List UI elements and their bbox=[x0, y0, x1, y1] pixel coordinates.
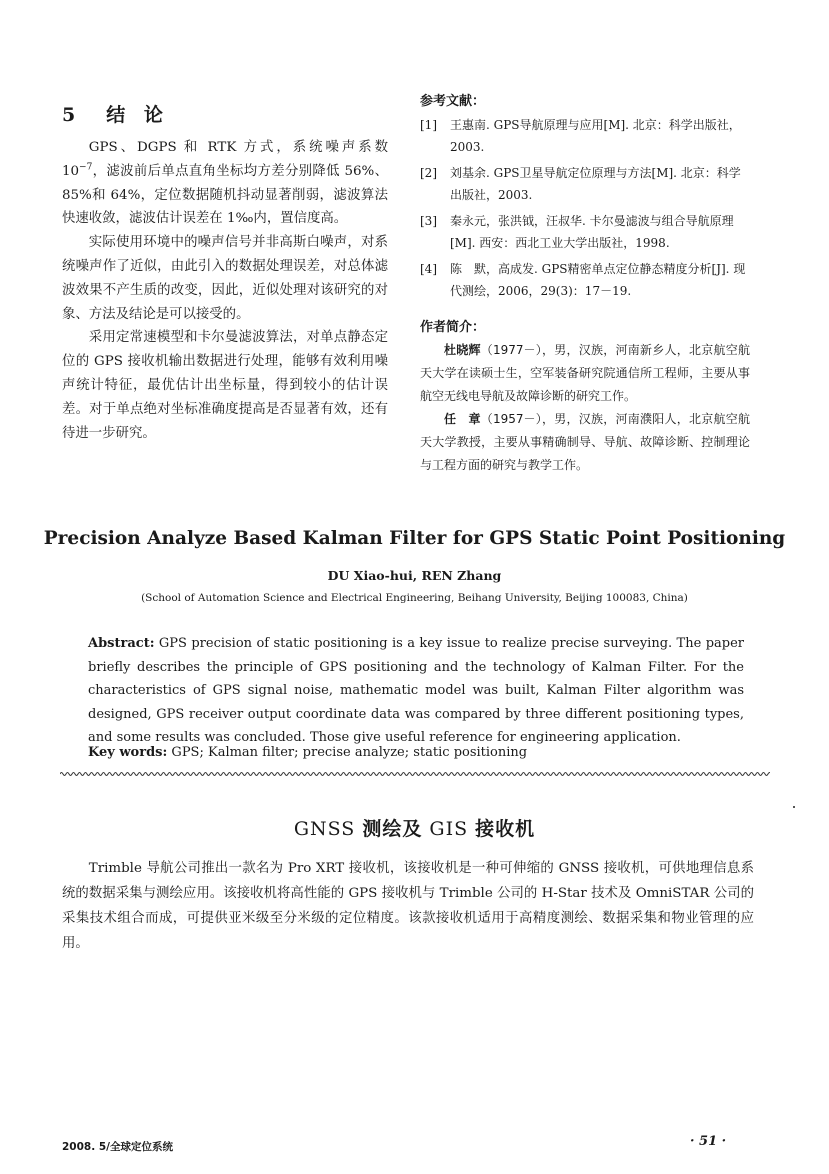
right-column bbox=[420, 90, 750, 477]
news-title-latin: GNSS bbox=[293, 818, 363, 840]
conclusion-p1-text: GPS、DGPS 和 RTK 方式，系统噪声系数 10 bbox=[62, 140, 388, 179]
abstract-label: Abstract: bbox=[88, 636, 155, 651]
author-bio-text: （1957－），男，汉族，河南濮阳人，北京航空航天大学教授，主要从事精确制导、导航、故障诊断、控制理论与工程方面的研究与教学工作。 bbox=[420, 412, 750, 472]
author-name: 任 章 bbox=[444, 412, 481, 426]
news-title-latin: GIS bbox=[422, 818, 476, 840]
english-authors: DU Xiao-hui, REN Zhang bbox=[327, 568, 502, 583]
reference-text: 王惠南. GPS导航原理与应用[M]. 北京：科学出版社，2003. bbox=[450, 118, 741, 154]
author-bio-text: （1977－），男，汉族，河南新乡人，北京航空航天大学在读硕士生，空军装备研究院通信所工程师，主要从事航空无线电导航及故障诊断的研究工作。 bbox=[420, 343, 750, 403]
news-title-cn: 测绘及 bbox=[362, 818, 423, 840]
reference-text: 刘基余. GPS卫星导航定位原理与方法[M]. 北京：科学出版社，2003. bbox=[450, 166, 741, 202]
news-body bbox=[62, 856, 754, 956]
stray-mark bbox=[793, 806, 795, 808]
english-affiliation: (School of Automation Science and Electrical Engineering, Beihang University, Beijing 100083, China) bbox=[141, 592, 688, 604]
footer-journal: 2008. 5/全球定位系统 bbox=[62, 1141, 174, 1153]
conclusion-paragraph-1 bbox=[62, 136, 388, 231]
reference-number: [3] bbox=[420, 214, 437, 228]
wavy-divider bbox=[60, 770, 770, 778]
exponent: −7 bbox=[79, 162, 93, 173]
keywords-text: GPS; Kalman filter; precise analyze; static positioning bbox=[167, 745, 528, 760]
keywords-label: Key words: bbox=[88, 745, 168, 760]
reference-text: 陈 默，高成发. GPS精密单点定位静态精度分析[J]. 现代测绘，2006，29(3)：17－19. bbox=[450, 262, 746, 298]
english-title: Precision Analyze Based Kalman Filter for GPS Static Point Positioning bbox=[43, 528, 786, 549]
abstract bbox=[88, 632, 744, 750]
reference-number: [1] bbox=[420, 118, 437, 132]
reference-item bbox=[420, 211, 750, 254]
conclusion-paragraph-2: 实际使用环境中的噪声信号并非高斯白噪声，对系统噪声作了近似，由此引入的数据处理误差，对总体滤波效果不产生质的改变，因此，近似处理对该研究的对象、方法及结论是可以接受的。 bbox=[62, 235, 388, 322]
page-number: · 51 · bbox=[690, 1134, 727, 1149]
reference-item bbox=[420, 115, 750, 158]
reference-item bbox=[420, 259, 750, 302]
conclusion-body bbox=[62, 136, 388, 445]
reference-item bbox=[420, 163, 750, 206]
reference-number: [4] bbox=[420, 262, 437, 276]
author-bio bbox=[420, 408, 750, 477]
conclusion-paragraph-3: 采用定常速模型和卡尔曼滤波算法，对单点静态定位的 GPS 接收机输出数据进行处理，能够有效利用噪声统计特征，最优估计出坐标量，得到较小的估计误差。对于单点绝对坐标准确度提高是否显著有效，还有待进一步研究。 bbox=[62, 330, 388, 441]
authors-bio-title: 作者简介： bbox=[420, 320, 486, 335]
news-title-cn: 接收机 bbox=[475, 818, 536, 840]
references-title: 参考文献： bbox=[420, 94, 486, 109]
author-name: 杜晓辉 bbox=[444, 343, 481, 357]
keywords bbox=[88, 745, 744, 760]
news-paragraph: Trimble 导航公司推出一款名为 Pro XRT 接收机，该接收机是一种可伸缩的 GNSS 接收机，可供地理信息系统的数据采集与测绘应用。该接收机将高性能的 GPS 接收机与 Trimble 公司的 H-Star 技术及 OmniSTAR 公司的采集技术组合而成，可提供亚米级至分米级的定位精度。该款接收机适用于高精度测绘、数据采集和物业管理的应用。 bbox=[62, 861, 754, 951]
abstract-text: GPS precision of static positioning is a key issue to realize precise surveying. The paper briefly describes the principle of GPS positioning and the technology of Kalman Filter. For the characteristics of GPS signal noise, mathematic model was built, Kalman Filter algorithm was designed, GPS receiver output coordinate data was compared by three different positioning types, and some results was concluded. Those give useful reference for engineering application. bbox=[88, 636, 744, 745]
news-title bbox=[0, 814, 829, 841]
reference-text: 秦永元，张洪钺，汪叔华. 卡尔曼滤波与组合导航原理[M]. 西安：西北工业大学出版社，1998. bbox=[450, 214, 734, 250]
reference-number: [2] bbox=[420, 166, 437, 180]
section-heading: 5 结 论 bbox=[62, 104, 169, 126]
conclusion-p1-text-cont: ，滤波前后单点直角坐标均方差分别降低 56%、85%和 64%，定位数据随机抖动显著削弱，滤波算法快速收敛，滤波估计误差在 1‰内，置信度高。 bbox=[62, 163, 388, 227]
author-bio bbox=[420, 339, 750, 408]
